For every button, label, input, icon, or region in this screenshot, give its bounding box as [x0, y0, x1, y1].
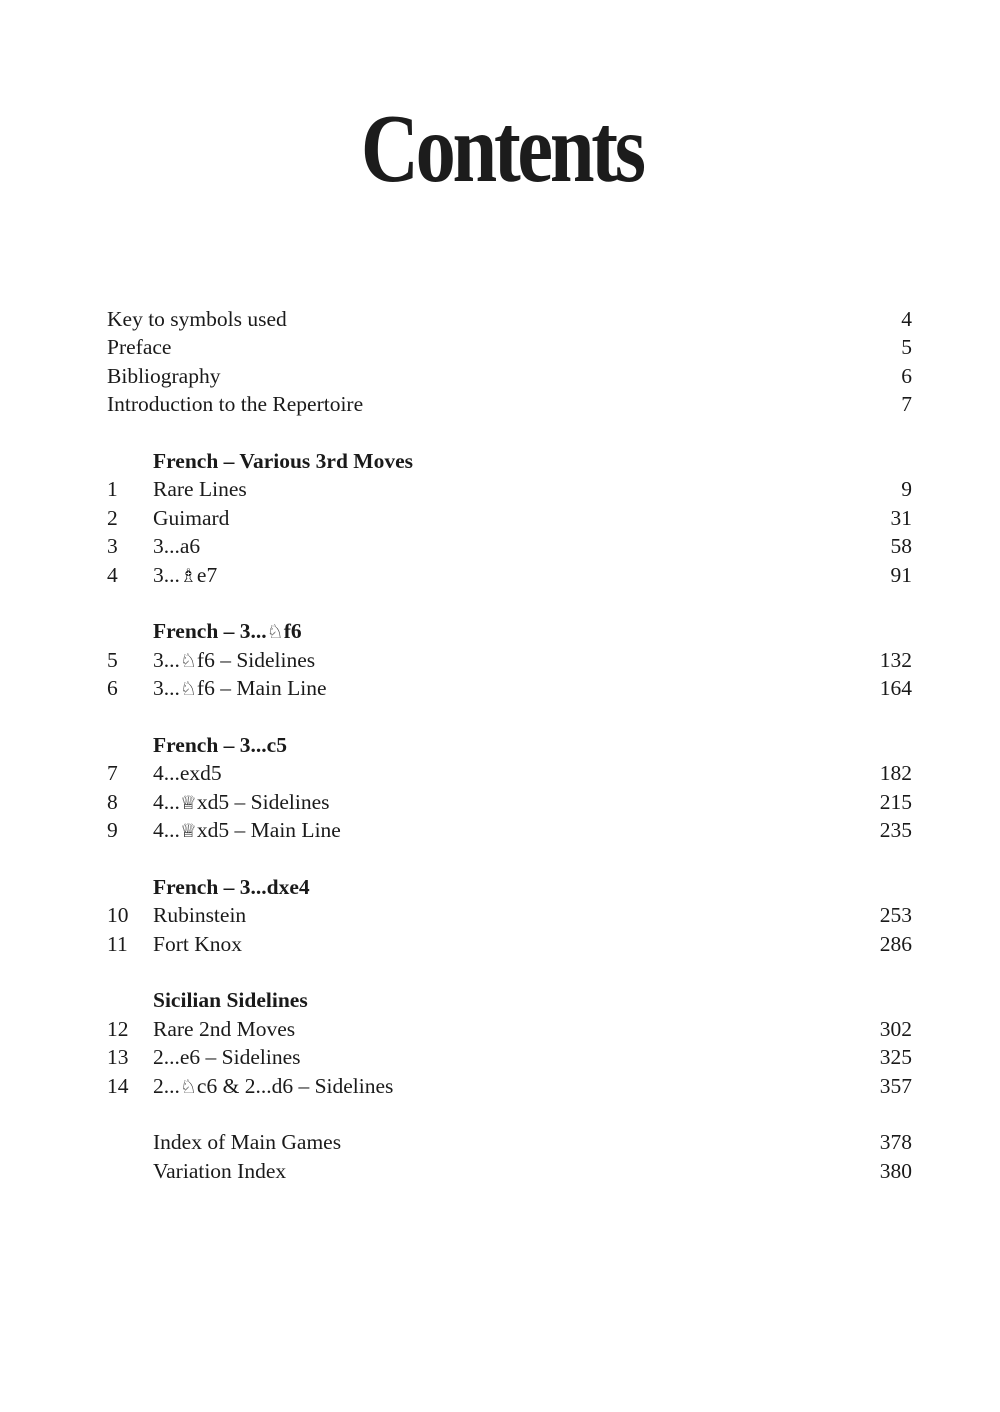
chapter-number: 12 — [107, 1016, 129, 1041]
page-title: Contents — [360, 95, 643, 203]
chapter-number: 6 — [107, 676, 118, 701]
section-heading-text: French – 3...c5 — [153, 732, 287, 757]
knight-icon: ♘ — [266, 621, 284, 644]
section-heading-text: Sicilian Sidelines — [153, 988, 308, 1013]
chapter-title-text: 2...e6 – Sidelines — [153, 1045, 301, 1070]
chapter-title-text: c6 & 2...d6 – Sidelines — [196, 1073, 394, 1098]
toc-chapter-10[interactable] — [107, 901, 912, 929]
chapter-page: 235 — [879, 818, 912, 843]
chapter-title — [153, 532, 200, 560]
toc-chapter-9[interactable] — [107, 816, 912, 844]
toc-entry-page: 4 — [901, 307, 912, 331]
toc-entry-page: 380 — [879, 1158, 912, 1183]
toc-entry-title: Preface — [107, 335, 172, 360]
bishop-icon: ♗ — [179, 564, 197, 587]
toc-chapter-5[interactable] — [107, 646, 912, 674]
toc-chapter-12[interactable] — [107, 1015, 912, 1043]
chapter-title-text: Fort Knox — [153, 931, 242, 956]
chapter-page: 286 — [879, 931, 912, 956]
toc-chapter-14[interactable] — [107, 1072, 912, 1100]
chapter-page: 182 — [879, 761, 912, 786]
toc-entry-page: 7 — [901, 392, 912, 417]
chapter-page: 132 — [879, 647, 912, 672]
chapter-title-text: 4... — [153, 789, 180, 814]
chapter-title-text: 3... — [153, 647, 180, 672]
chapter-number: 8 — [107, 789, 118, 814]
toc-entry-key-to-symbols[interactable] — [107, 305, 912, 333]
chapter-page: 215 — [879, 789, 912, 814]
toc-chapter-4[interactable] — [107, 561, 912, 589]
chapter-title-text: Guimard — [153, 505, 230, 530]
knight-icon: ♘ — [179, 1075, 197, 1098]
chapter-title — [153, 930, 242, 958]
chapter-title — [153, 788, 330, 817]
chapter-title-text: 3...a6 — [153, 534, 201, 559]
toc-entry-preface[interactable] — [107, 333, 912, 361]
chapter-page: 164 — [879, 676, 912, 701]
chapter-title-text: 3... — [153, 676, 180, 701]
knight-icon: ♘ — [179, 649, 197, 672]
chapter-title-text: e7 — [196, 562, 218, 587]
chapter-title-text: f6 – Sidelines — [196, 647, 316, 672]
chapter-number: 10 — [107, 903, 129, 928]
section-heading-text: French – 3... — [153, 619, 267, 644]
toc-entry-page: 378 — [879, 1130, 912, 1155]
chapter-number: 2 — [107, 505, 118, 530]
chapter-number: 5 — [107, 647, 118, 672]
chapter-title — [153, 816, 341, 845]
toc-entry-title: Variation Index — [153, 1158, 287, 1183]
chapter-title — [153, 504, 229, 532]
spacer — [107, 1100, 912, 1128]
chapter-title — [153, 759, 222, 787]
chapter-number: 9 — [107, 818, 118, 843]
chapter-page: 325 — [879, 1045, 912, 1070]
chapter-title-text: xd5 – Main Line — [196, 818, 341, 843]
chapter-title — [153, 674, 327, 703]
chapter-title — [153, 1072, 393, 1101]
chapter-title — [153, 901, 246, 929]
toc-entry-title: Index of Main Games — [153, 1130, 342, 1155]
chapter-title-text: Rare Lines — [153, 477, 247, 502]
toc-entry-introduction[interactable] — [107, 390, 912, 418]
queen-icon: ♕ — [179, 820, 197, 843]
section-heading-text: French – Various 3rd Moves — [153, 448, 413, 473]
toc-entry-page: 5 — [901, 335, 912, 360]
toc-entry-page: 6 — [901, 363, 912, 388]
chapter-title — [153, 1015, 295, 1043]
chapter-title-text: 2... — [153, 1073, 180, 1098]
chapter-number: 1 — [107, 477, 118, 502]
toc-entry-variation-index[interactable] — [107, 1157, 912, 1185]
chapter-page: 58 — [890, 534, 912, 559]
chapter-title — [153, 1043, 301, 1071]
toc-chapter-11[interactable] — [107, 930, 912, 958]
chapter-page: 91 — [890, 562, 912, 587]
toc-chapter-8[interactable] — [107, 788, 912, 816]
chapter-number: 14 — [107, 1073, 129, 1098]
chapter-number: 4 — [107, 562, 118, 587]
chapter-number: 13 — [107, 1045, 129, 1070]
chapter-title — [153, 646, 315, 675]
chapter-title-text: 4...exd5 — [153, 761, 222, 786]
chapter-page: 302 — [879, 1016, 912, 1041]
chapter-title — [153, 561, 217, 590]
toc-entry-title: Bibliography — [107, 363, 221, 388]
knight-icon: ♘ — [179, 678, 197, 701]
toc-chapter-1[interactable] — [107, 475, 912, 503]
chapter-number: 3 — [107, 534, 118, 559]
chapter-page: 31 — [890, 505, 912, 530]
table-of-contents — [107, 305, 912, 1185]
chapter-page: 9 — [901, 477, 912, 502]
chapter-number: 11 — [107, 931, 128, 956]
toc-entry-title: Key to symbols used — [107, 307, 287, 331]
section-heading — [107, 617, 912, 645]
toc-chapter-2[interactable] — [107, 504, 912, 532]
toc-entry-index-of-main-games[interactable] — [107, 1128, 912, 1156]
section-heading-text: French – 3...dxe4 — [153, 874, 310, 899]
toc-entry-bibliography[interactable] — [107, 362, 912, 390]
chapter-page: 253 — [879, 903, 912, 928]
toc-chapter-13[interactable] — [107, 1043, 912, 1071]
toc-chapter-6[interactable] — [107, 674, 912, 702]
chapter-title-text: Rare 2nd Moves — [153, 1016, 296, 1041]
toc-entry-title: Introduction to the Repertoire — [107, 392, 364, 417]
chapter-number: 7 — [107, 761, 118, 786]
section-heading-text: f6 — [283, 619, 302, 644]
toc-chapter-7[interactable] — [107, 759, 912, 787]
chapter-title — [153, 475, 247, 503]
toc-chapter-3[interactable] — [107, 532, 912, 560]
chapter-title-text: f6 – Main Line — [196, 676, 327, 701]
section-heading — [107, 873, 912, 901]
queen-icon: ♕ — [179, 791, 197, 814]
chapter-title-text: 4... — [153, 818, 180, 843]
chapter-title-text: xd5 – Sidelines — [196, 789, 330, 814]
chapter-title-text: Rubinstein — [153, 903, 247, 928]
section-heading — [107, 447, 912, 475]
chapter-page: 357 — [879, 1073, 912, 1098]
section-heading — [107, 986, 912, 1014]
chapter-title-text: 3... — [153, 562, 180, 587]
section-heading — [107, 731, 912, 759]
